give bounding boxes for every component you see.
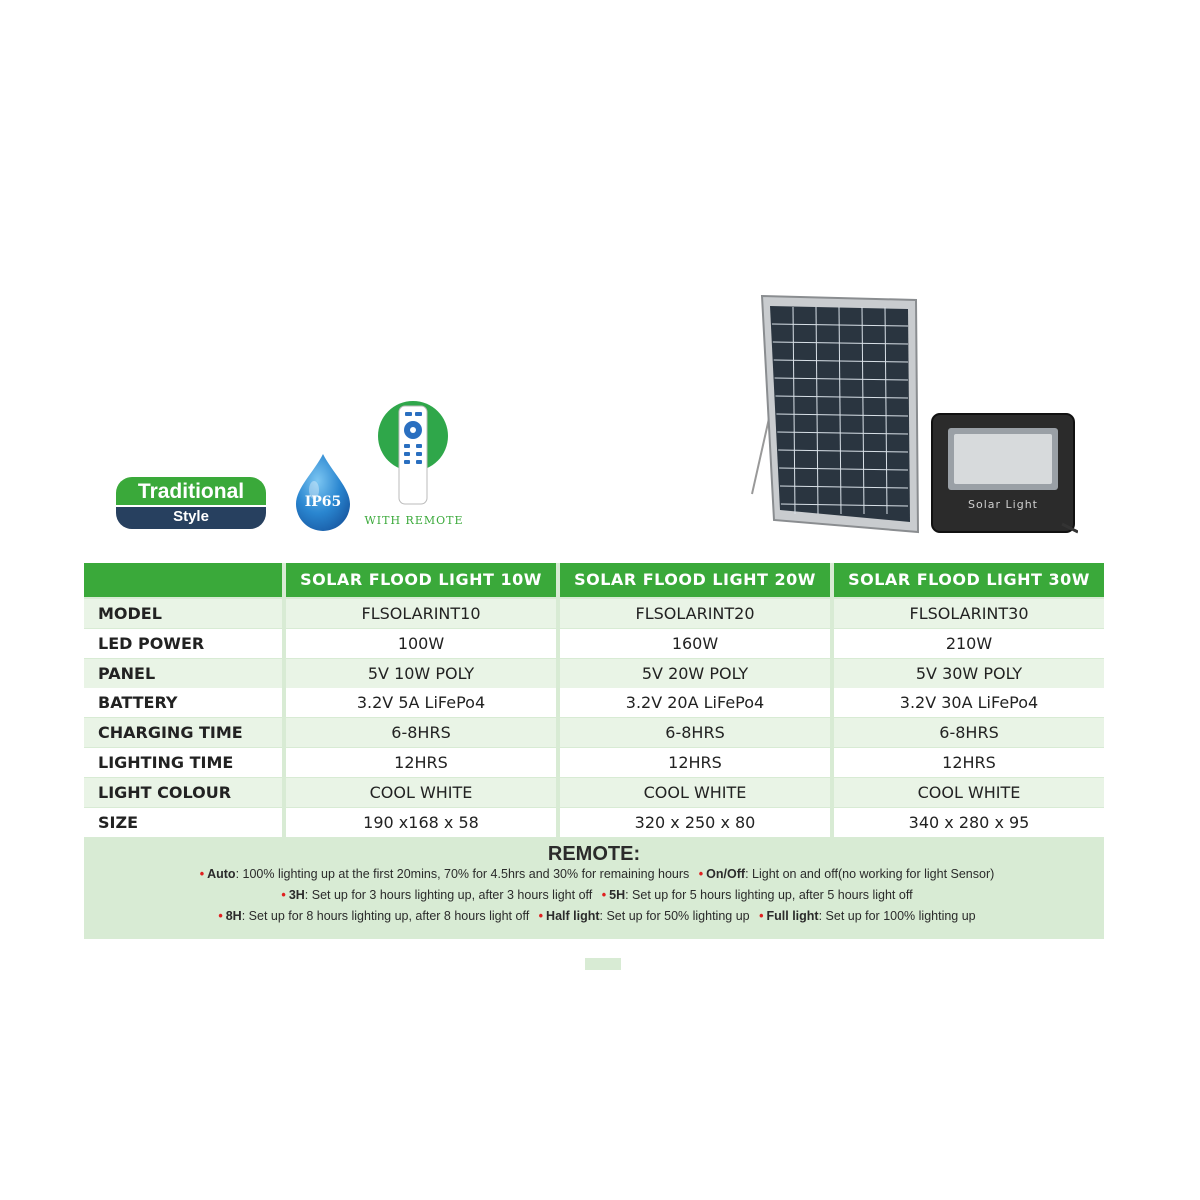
column-header: SOLAR FLOOD LIGHT 30W bbox=[848, 570, 1090, 589]
table-cell bbox=[560, 629, 830, 658]
cell-value: 5V 30W POLY bbox=[915, 663, 1023, 683]
remote-text: : Set up for 3 hours lighting up, after 3 hours light off bbox=[304, 888, 593, 902]
table-row bbox=[84, 599, 1104, 628]
table-cell bbox=[286, 629, 556, 658]
spec-table bbox=[84, 563, 1104, 939]
table-cell bbox=[286, 718, 556, 747]
product-photo bbox=[748, 294, 1078, 540]
remote-text: : Set up for 8 hours lighting up, after 8 hours light off bbox=[241, 909, 530, 923]
table-cell bbox=[834, 599, 1104, 628]
cell-value: 5V 20W POLY bbox=[641, 663, 749, 683]
table-header-10w bbox=[286, 563, 556, 597]
table-row bbox=[84, 688, 1104, 717]
table-row bbox=[84, 659, 1104, 688]
cell-value: 5V 10W POLY bbox=[367, 663, 475, 683]
cell-value: 160W bbox=[671, 633, 719, 653]
remote-text: : Set up for 100% lighting up bbox=[818, 909, 976, 923]
cell-value: FLSOLARINT30 bbox=[909, 604, 1029, 623]
remote-key: Half light bbox=[546, 909, 600, 923]
table-row bbox=[84, 718, 1104, 747]
page-tab bbox=[585, 958, 621, 970]
remote-key: 5H bbox=[609, 888, 626, 902]
row-label-cell bbox=[84, 748, 282, 777]
table-cell bbox=[560, 748, 830, 777]
table-header-20w bbox=[560, 563, 830, 597]
table-cell bbox=[834, 659, 1104, 688]
table-cell bbox=[560, 718, 830, 747]
table-cell bbox=[286, 778, 556, 807]
row-label: PANEL bbox=[98, 663, 156, 683]
cell-value: 6-8HRS bbox=[665, 723, 725, 743]
cell-value: 190 x168 x 58 bbox=[363, 812, 479, 832]
table-cell bbox=[560, 688, 830, 717]
cell-value: FLSOLARINT20 bbox=[635, 604, 755, 623]
cell-value: FLSOLARINT10 bbox=[361, 604, 481, 623]
table-cell bbox=[834, 718, 1104, 747]
cell-value: 6-8HRS bbox=[391, 723, 451, 743]
remote-text: : 100% lighting up at the first 20mins, 70% for 4.5hrs and 30% for remaining hours bbox=[235, 867, 690, 881]
remote-text: : Set up for 5 hours lighting up, after 5 hours light off bbox=[625, 888, 913, 902]
remote-key: 3H bbox=[288, 888, 305, 902]
remote-line: • Auto: 100% lighting up at the first 20mins, 70% for 4.5hrs and 30% for remaining hours • On/Off: Light on and off(no working for light Sensor) bbox=[199, 867, 995, 881]
cell-value: 3.2V 30A LiFePo4 bbox=[899, 693, 1039, 713]
cell-value: 100W bbox=[397, 633, 445, 653]
remote-line: • 8H: Set up for 8 hours lighting up, after 8 hours light off • Half light: Set up for 50% lighting up • Full light: Set up for 100% lighting up bbox=[218, 909, 976, 923]
remote-key: On/Off bbox=[706, 867, 746, 881]
remote-key: Auto bbox=[207, 867, 236, 881]
cell-value: 3.2V 5A LiFePo4 bbox=[356, 693, 486, 713]
cell-value: 210W bbox=[945, 633, 993, 653]
row-label-cell bbox=[84, 599, 282, 628]
cell-value: 12HRS bbox=[668, 753, 722, 772]
table-row bbox=[84, 778, 1104, 807]
table-row bbox=[84, 748, 1104, 777]
table-cell bbox=[286, 748, 556, 777]
column-header: SOLAR FLOOD LIGHT 20W bbox=[574, 570, 816, 589]
row-label-cell bbox=[84, 718, 282, 747]
table-cell bbox=[286, 659, 556, 688]
column-header: SOLAR FLOOD LIGHT 10W bbox=[300, 570, 542, 589]
badge-style-label: Style bbox=[116, 506, 266, 529]
cell-value: COOL WHITE bbox=[643, 782, 747, 802]
cell-value: 12HRS bbox=[394, 753, 448, 772]
flood-light-print: Solar Light bbox=[968, 498, 1038, 511]
with-remote-caption: WITH REMOTE bbox=[364, 514, 464, 527]
remote-key: 8H bbox=[225, 909, 242, 923]
remote-control-icon bbox=[374, 398, 452, 508]
cell-value: 12HRS bbox=[942, 753, 996, 772]
row-label: LIGHTING TIME bbox=[98, 753, 234, 772]
table-header-30w bbox=[834, 563, 1104, 597]
remote-title: REMOTE: bbox=[547, 843, 641, 865]
ip65-label: IP65 bbox=[304, 494, 342, 510]
row-label-cell bbox=[84, 629, 282, 658]
row-label: SIZE bbox=[98, 812, 139, 832]
badge-divider bbox=[116, 505, 266, 507]
table-cell bbox=[834, 688, 1104, 717]
table-cell bbox=[834, 629, 1104, 658]
table-row bbox=[84, 629, 1104, 658]
table-cell bbox=[286, 599, 556, 628]
row-label-cell bbox=[84, 778, 282, 807]
table-cell bbox=[834, 778, 1104, 807]
table-cell bbox=[560, 778, 830, 807]
cell-value: 3.2V 20A LiFePo4 bbox=[625, 693, 765, 713]
row-label: LED POWER bbox=[98, 633, 205, 653]
table-cell bbox=[560, 599, 830, 628]
cell-value: 320 x 250 x 80 bbox=[634, 812, 756, 832]
remote-key: Full light bbox=[766, 909, 819, 923]
table-cell bbox=[834, 748, 1104, 777]
remote-text: : Set up for 50% lighting up bbox=[599, 909, 750, 923]
remote-section bbox=[84, 831, 1104, 939]
table-cell bbox=[286, 688, 556, 717]
cell-value: COOL WHITE bbox=[917, 782, 1021, 802]
badge-traditional-label: Traditional bbox=[116, 477, 266, 506]
row-label: BATTERY bbox=[98, 693, 178, 713]
row-label-cell bbox=[84, 659, 282, 688]
traditional-style-badge bbox=[116, 477, 266, 529]
cell-value: 340 x 280 x 95 bbox=[908, 812, 1030, 832]
cell-value: 6-8HRS bbox=[939, 723, 999, 743]
table-cell bbox=[560, 659, 830, 688]
cell-value: COOL WHITE bbox=[369, 782, 473, 802]
remote-line: • 3H: Set up for 3 hours lighting up, after 3 hours light off • 5H: Set up for 5 hours lighting up, after 5 hours light off bbox=[281, 888, 913, 902]
row-label-cell bbox=[84, 688, 282, 717]
remote-text: : Light on and off(no working for light Sensor) bbox=[745, 867, 995, 881]
row-label: CHARGING TIME bbox=[98, 723, 243, 743]
ip65-drop-icon bbox=[292, 452, 354, 532]
row-label: MODEL bbox=[98, 604, 162, 623]
table-header-corner bbox=[84, 563, 282, 597]
row-label: LIGHT COLOUR bbox=[98, 782, 232, 802]
